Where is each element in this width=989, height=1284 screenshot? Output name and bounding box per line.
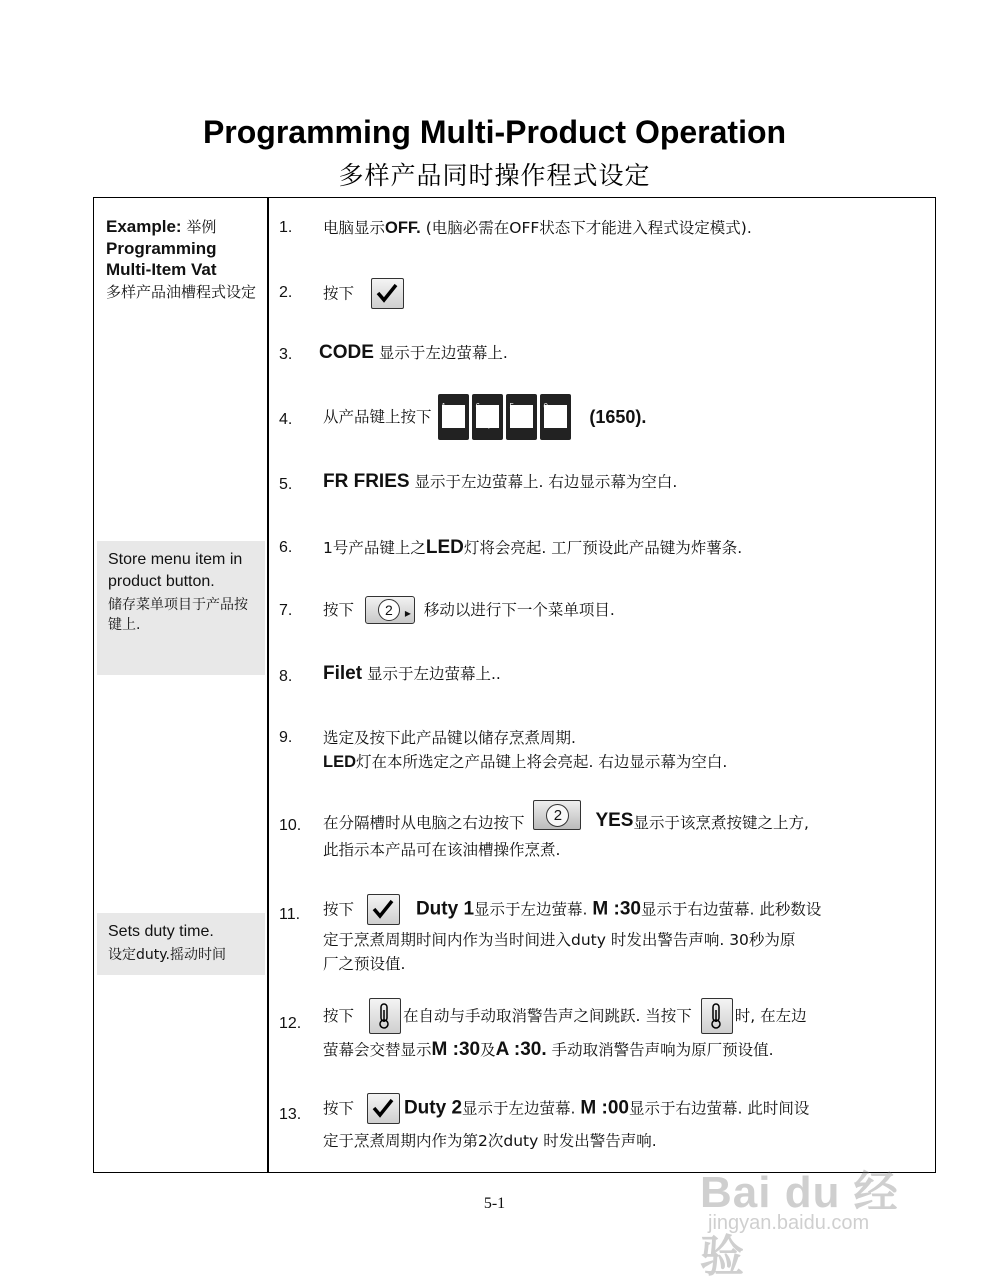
step-bold: CODE xyxy=(319,342,374,363)
step-number: 2. xyxy=(279,284,293,301)
step-number: 12. xyxy=(279,1015,302,1032)
step-text: 显示于左边萤幕上.. xyxy=(362,665,501,683)
check-icon xyxy=(371,278,404,309)
scroll-button-number: 2 xyxy=(378,599,400,621)
step-text: 定于烹煮周期时间内作为当时间进入duty 时发出警告声响. 30秒为原 xyxy=(323,931,796,949)
note-store-en: Store menu item in product button. xyxy=(108,551,243,590)
step-bold: LED xyxy=(323,753,356,771)
key-label: ABC xyxy=(447,423,461,429)
product-key-5 xyxy=(506,394,537,440)
step-text: 显示于该烹煮按键之上方, xyxy=(633,814,809,832)
step-text: 此指示本产品可在该油槽操作烹煮. xyxy=(323,841,561,859)
step-text: 厂之预设值. xyxy=(323,955,406,973)
step-text: 显示于左边萤幕. xyxy=(474,900,593,919)
column-divider xyxy=(267,197,269,1173)
sidebar-example xyxy=(106,216,256,303)
sidebar-note-store xyxy=(97,541,265,675)
example-cn: 举例 xyxy=(186,218,217,236)
step-bold: M :00 xyxy=(580,1097,629,1119)
step-bold: Duty 1 xyxy=(415,898,475,920)
step-text: 按下 xyxy=(323,900,355,919)
step-text: 按下 xyxy=(323,284,355,303)
product-keys xyxy=(438,394,574,440)
check-icon xyxy=(367,1093,400,1124)
product-key-1 xyxy=(438,394,469,440)
step-text: 显示于左边萤幕上. 右边显示幕为空白. xyxy=(409,473,678,491)
step-number: 8. xyxy=(279,668,293,685)
step-text: 1号产品键上之 xyxy=(323,539,426,557)
step-text: 及 xyxy=(480,1041,496,1059)
step-number: 11. xyxy=(279,906,301,923)
product-key-0 xyxy=(540,394,571,440)
step-text: 定于烹煮周期内作为第2次duty 时发出警告声响. xyxy=(323,1132,657,1150)
product-key-6 xyxy=(472,394,503,440)
example-label: Example: xyxy=(106,217,182,236)
thermometer-icon xyxy=(701,998,733,1034)
step-text: 按下 xyxy=(323,1099,355,1118)
step-text: 显示于右边萤幕. 此时间设 xyxy=(628,1099,810,1118)
step-number: 4. xyxy=(279,411,293,428)
scroll-right-button-icon xyxy=(365,596,415,624)
baidu-watermark xyxy=(700,1150,940,1281)
scroll-button-number: 2 xyxy=(546,804,569,827)
step-text: 时, 在左边 xyxy=(734,1007,807,1025)
step-number: 5. xyxy=(279,476,293,493)
watermark-url: jingyan.baidu.com xyxy=(708,1212,870,1234)
note-store-cn: 储存菜单项目于产品按键上. xyxy=(108,597,248,633)
step-number: 10. xyxy=(279,817,302,834)
step-text: 萤幕会交替显示 xyxy=(323,1041,432,1059)
key-label: MNO xyxy=(514,423,529,429)
step-text: 显示于左边萤幕. xyxy=(462,1099,581,1118)
example-cn-desc: 多样产品油槽程式设定 xyxy=(106,283,257,301)
step-bold: FR FRIES xyxy=(323,471,410,492)
step-text: 手动取消警告声响为原厂预设值. xyxy=(546,1041,774,1059)
key-label: PQR xyxy=(481,423,495,429)
step-text: 显示于左边萤幕上. xyxy=(373,344,508,362)
step-number: 13. xyxy=(279,1106,302,1123)
step-bold: OFF. xyxy=(385,219,421,237)
step-text: 显示于右边萤幕. 此秒数设 xyxy=(640,900,822,919)
page-number: 5-1 xyxy=(483,1195,506,1212)
step-number: 1. xyxy=(279,219,293,236)
arrow-right-icon: ▸ xyxy=(404,606,411,620)
page-subtitle: 多样产品同时操作程式设定 xyxy=(338,161,651,190)
step-text: 在自动与手动取消警告声之间跳跃. 当按下 xyxy=(402,1007,692,1025)
step-text: 移动以进行下一个菜单项目. xyxy=(423,601,615,619)
scroll-button-2-icon xyxy=(533,800,581,830)
step-text: 按下 xyxy=(323,601,355,619)
step-bold: M :30 xyxy=(431,1039,481,1060)
step-bold: Filet xyxy=(323,663,363,684)
step-number: 9. xyxy=(279,729,293,746)
step-text: 从产品键上按下 xyxy=(323,408,432,426)
step-text: 灯在本所选定之产品键上将会亮起. 右边显示幕为空白. xyxy=(356,753,728,771)
note-duty-en: Sets duty time. xyxy=(108,923,214,940)
page-title: Programming Multi-Product Operation xyxy=(202,114,787,150)
step-bold: A :30. xyxy=(495,1039,547,1060)
note-duty-cn: 设定duty.摇动时间 xyxy=(108,947,226,963)
step-text: 在分隔槽时从电脑之右边按下 xyxy=(323,814,525,832)
step-text: 灯将会亮起. 工厂预设此产品键为炸薯条. xyxy=(463,539,743,557)
thermometer-icon xyxy=(369,998,401,1034)
step-text: (电脑必需在OFF状态下才能进入程式设定模式). xyxy=(420,219,752,237)
step-number: 6. xyxy=(279,539,293,556)
check-icon xyxy=(367,894,400,925)
step-bold: M :30 xyxy=(592,898,641,920)
step-bold: Duty 2 xyxy=(403,1097,463,1119)
watermark-brand: Bai du 经验 xyxy=(700,1168,899,1281)
step-number: 3. xyxy=(279,346,293,363)
key-label: * + xyxy=(552,423,560,429)
step-text: 电脑显示 xyxy=(323,219,386,237)
step-number: 7. xyxy=(279,602,293,619)
sidebar-note-duty xyxy=(97,913,265,975)
example-title-line1: Programming xyxy=(106,239,217,258)
step-bold: (1650). xyxy=(589,407,647,427)
step-text: 选定及按下此产品键以储存烹煮周期. xyxy=(323,729,576,747)
example-title-line2: Multi-Item Vat xyxy=(106,260,217,279)
step-bold: LED xyxy=(425,537,464,558)
step-bold: YES xyxy=(595,810,634,831)
step-text: 按下 xyxy=(323,1007,355,1025)
